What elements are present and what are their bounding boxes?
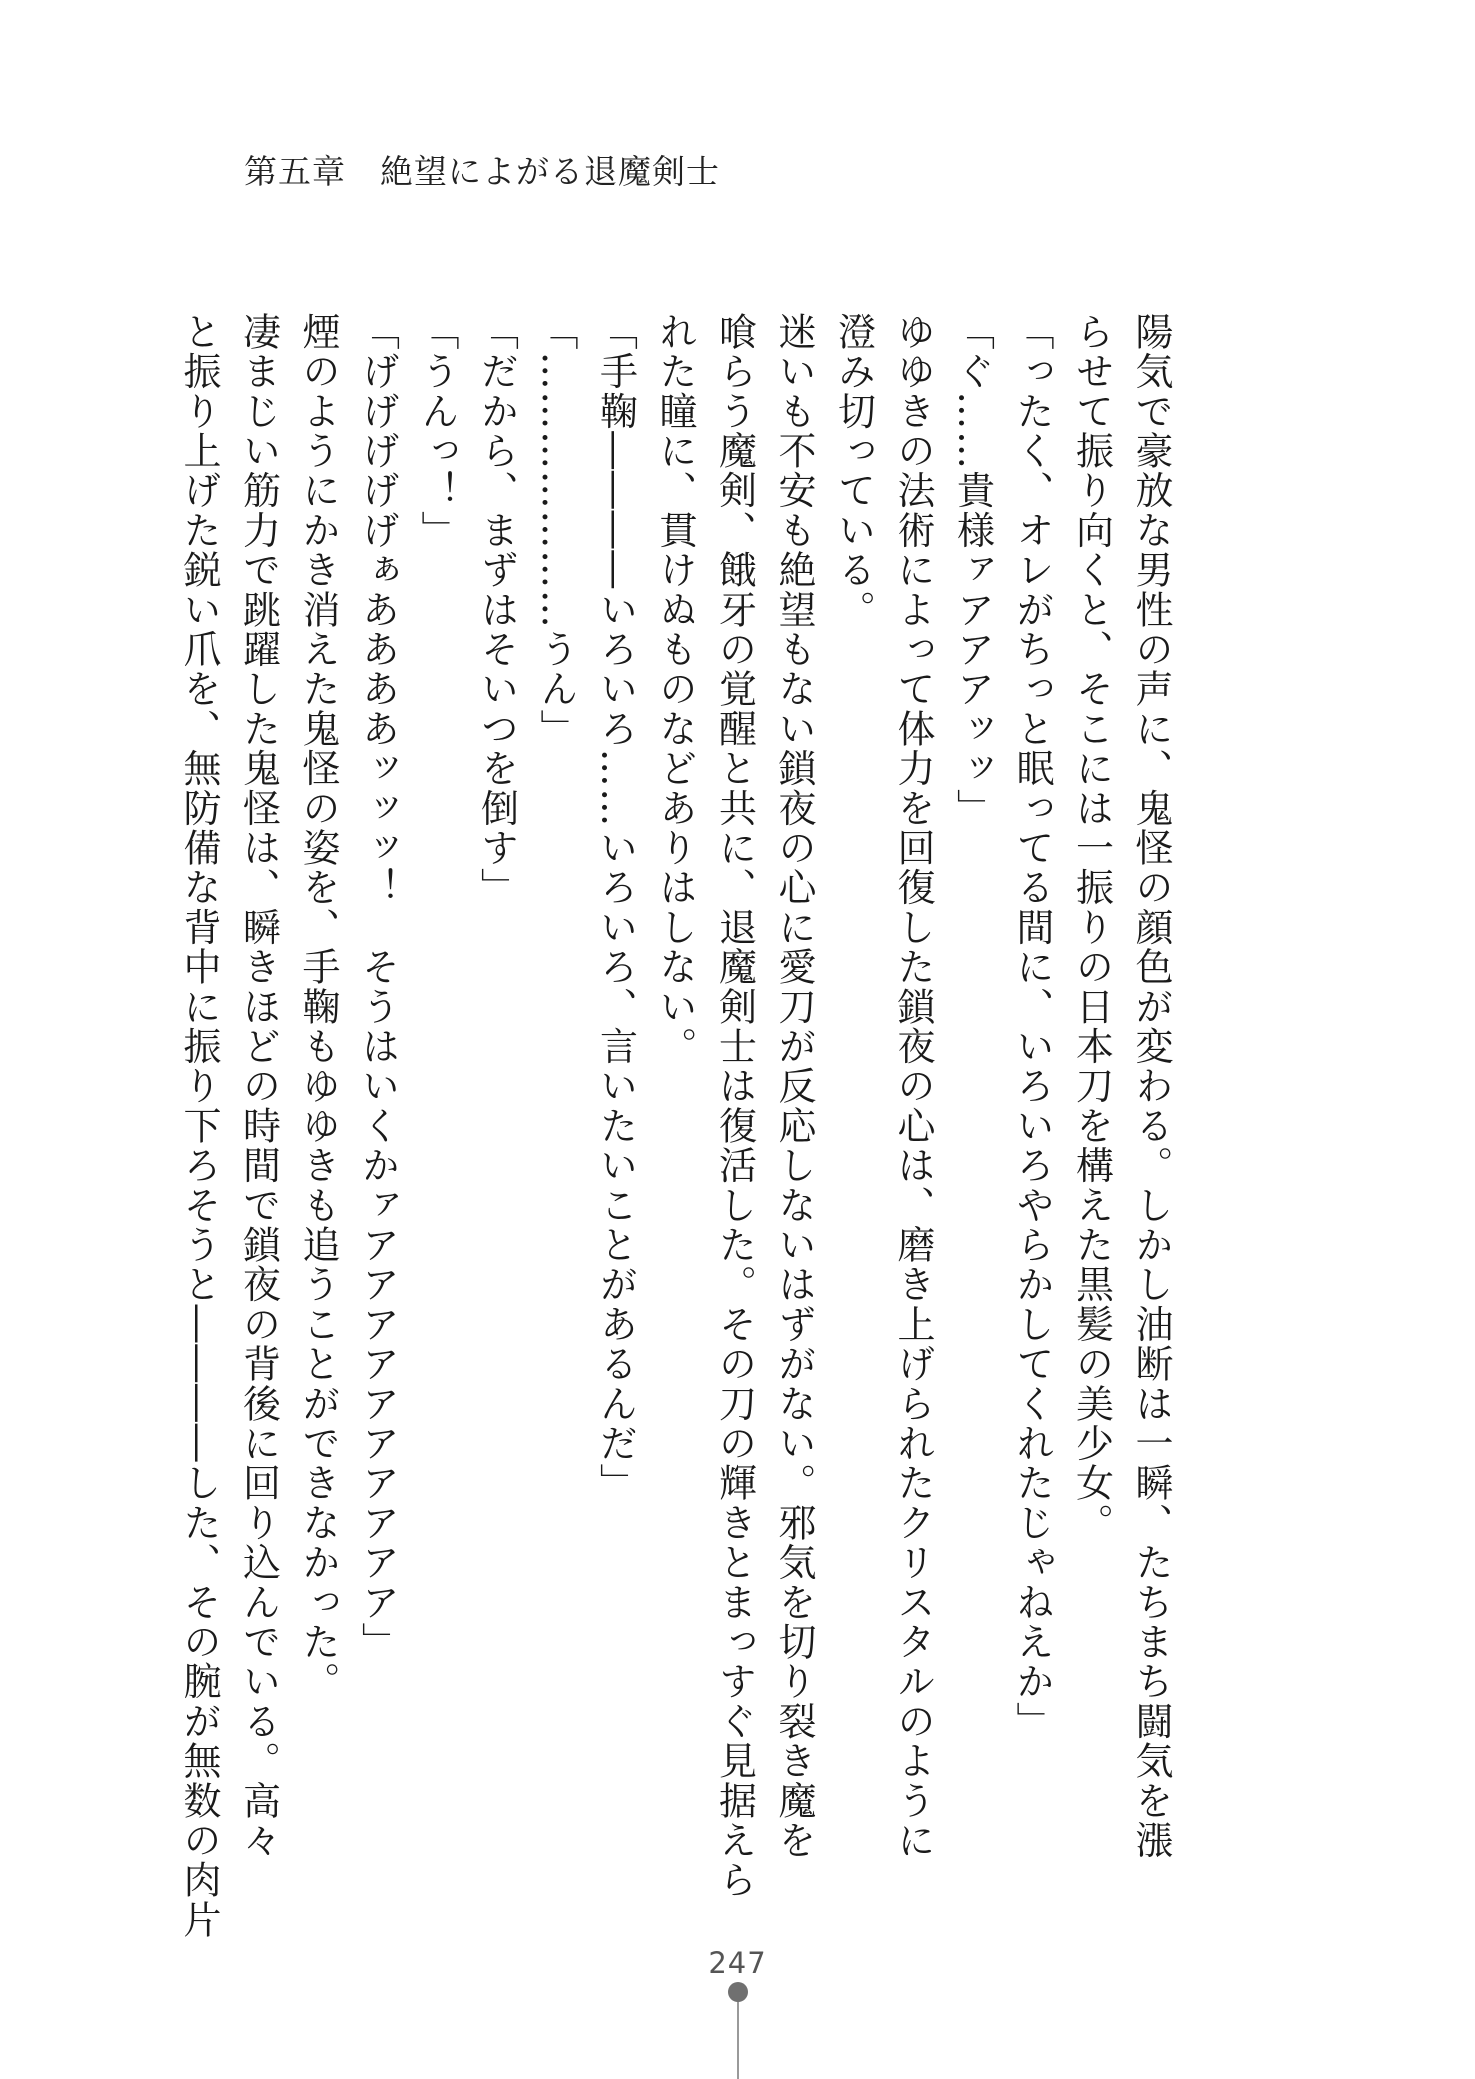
text-line: らせて振り向くと、そこには一振りの日本刀を構えた黒髪の美少女。 <box>1069 312 1114 1543</box>
text-line: 煙のようにかき消えた鬼怪の姿を、手鞠もゆゆきも追うことができなかった。 <box>296 312 340 1702</box>
text-line: れた瞳に、貫けぬものなどありはしない。 <box>653 312 697 1067</box>
text-line: 「ぐ……貴様ァアアアッッ」 <box>950 312 995 829</box>
text-line: ゆゆきの法術によって体力を回復した鎖夜の心は、磨き上げられたクリスタルのように <box>891 312 935 1861</box>
running-header-chapter-title: 第五章 絶望によがる退魔剣士 <box>244 152 720 191</box>
text-line: 「だから、まずはそいつを倒す」 <box>474 312 519 908</box>
text-line: 迷いも不安も絶望もない鎖夜の心に愛刀が反応しないはずがない。邪気を切り裂き魔を <box>772 312 816 1861</box>
text-line: 陽気で豪放な男性の声に、鬼怪の顔色が変わる。しかし油断は一瞬、たちまち闘気を漲 <box>1129 312 1173 1861</box>
text-line: 澄み切っている。 <box>831 312 876 630</box>
page-marker-dot-icon <box>728 1982 748 2002</box>
page-number: 247 <box>708 1946 767 1980</box>
text-line: 「ったく、オレがちっと眠ってる間に、いろいろやらかしてくれたじゃねえか」 <box>1010 312 1054 1742</box>
page-marker-line <box>737 1990 739 2079</box>
text-line: 喰らう魔剣、餓牙の覚醒と共に、退魔剣士は復活した。その刀の輝きとまっすぐ見据えら <box>712 312 757 1900</box>
text-line: 「げげげげげぁああああッッッ！ そうはいくかァアアアアアアアアアア」 <box>355 312 400 1662</box>
text-line: 凄まじい筋力で跳躍した鬼怪は、瞬きほどの時間で鎖夜の背後に回り込んでいる。高々 <box>236 312 281 1861</box>
text-line: 「うんっ！」 <box>415 312 459 551</box>
text-line: 「手鞠――――いろいろ……いろいろ、言いたいことがあるんだ」 <box>593 312 638 1503</box>
text-line: と振り上げた鋭い爪を、無防備な背中に振り下ろそうと――――した、その腕が無数の肉片 <box>177 312 221 1940</box>
vertical-body-text <box>177 312 1180 1940</box>
text-line: 「…………………うん」 <box>534 312 578 749</box>
